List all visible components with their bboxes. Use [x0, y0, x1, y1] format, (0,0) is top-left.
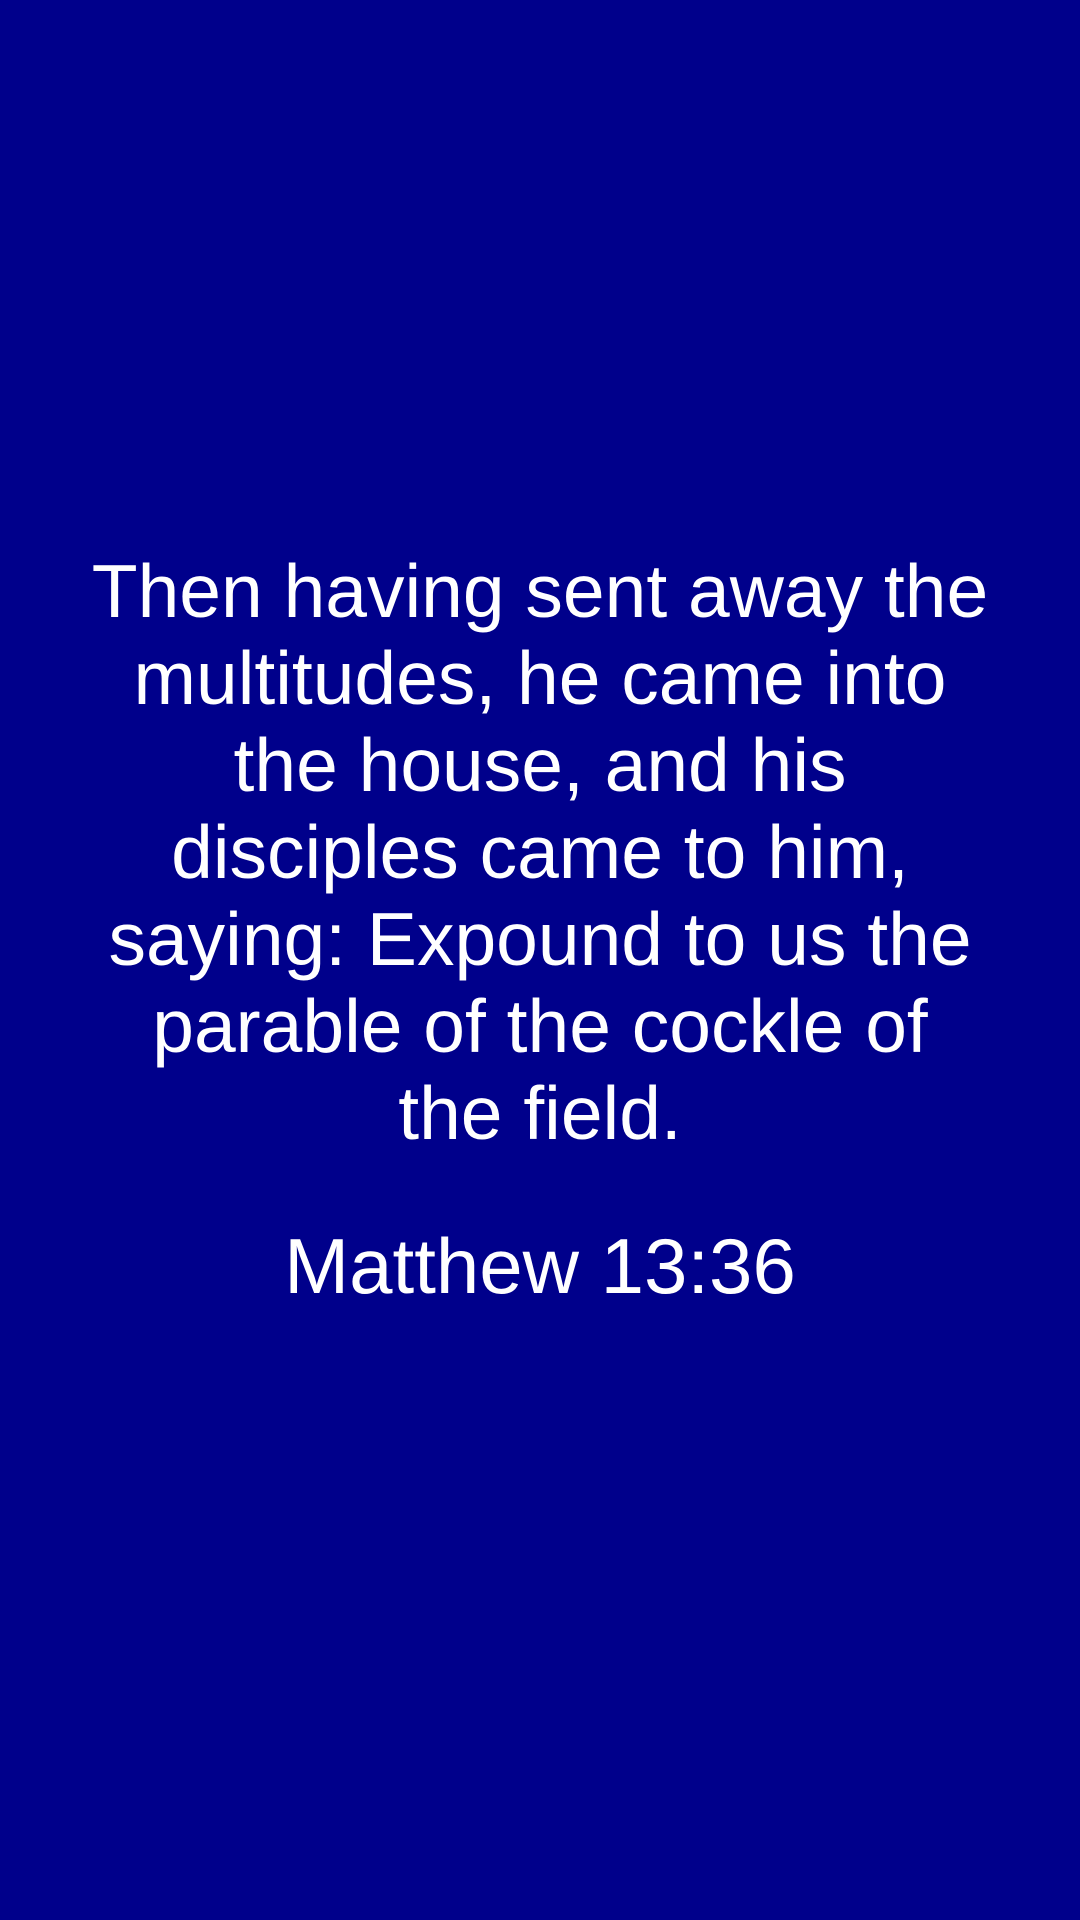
verse-reference: Matthew 13:36 — [284, 1222, 796, 1310]
verse-text: Then having sent away the multitudes, he came into the house, and his disciples came to him, saying: Expound to us the parable of the cockle of the field. — [91, 549, 989, 1155]
